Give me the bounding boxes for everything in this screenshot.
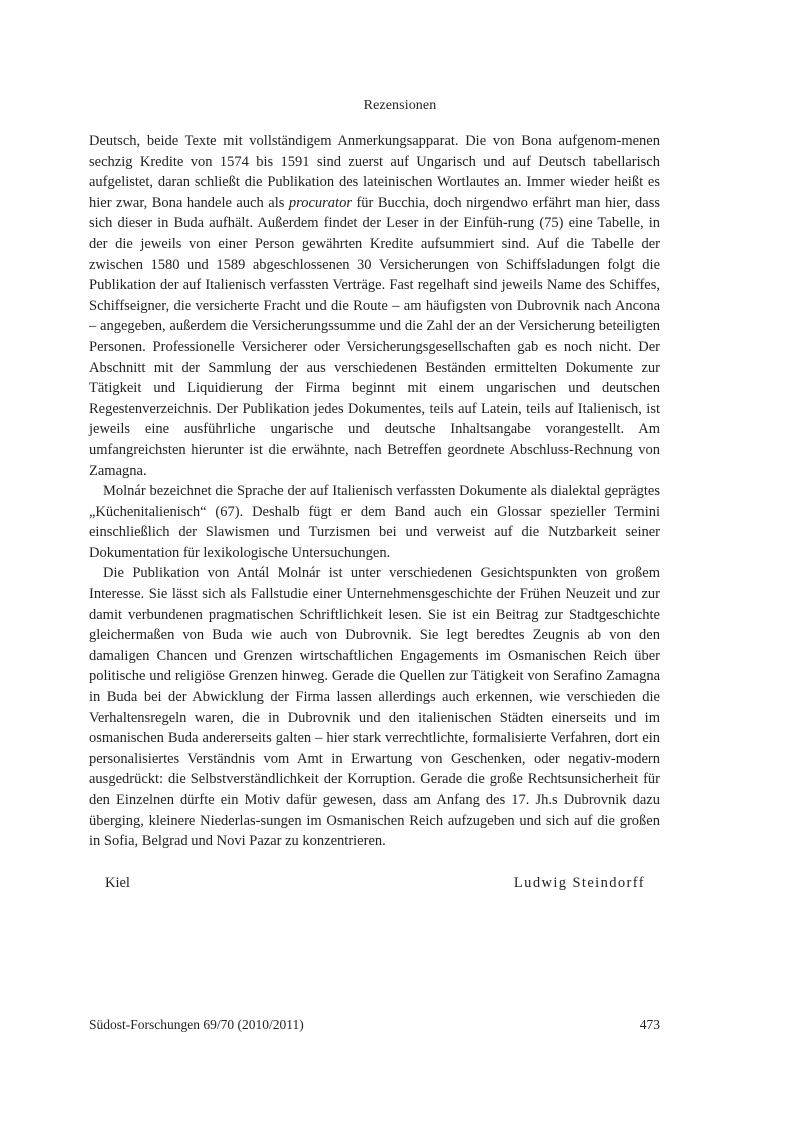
paragraph-1-text-end: für Bucchia, doch nirgendwo erfährt man hier, dass sich dieser in Buda aufhält. Außerdem findet der Leser in der Einfüh-rung (75) eine Tabelle, in der die jeweils von einer Person gewährten Kredite aufsummiert sind. Auf die Tabelle der zwischen 1580 und 1589 abgeschlossenen 30 Versicherungen von Schiffsladungen folgt die Publikation der auf Italienisch verfassten Verträge. Fast regelhaft sind jeweils Name des Schiffes, Schiffseigner, die versicherte Fracht und die Route – am häufigsten von Dubrovnik nach Ancona – angegeben, außerdem die Versicherungssumme und die Zahl der an der Versicherung beteiligten Personen. Professionelle Versicherer oder Versicherungsgesellschaften gab es noch nicht. Der Abschnitt mit der Sammlung der aus verschiedenen Beständen ermittelten Dokumente zur Tätigkeit und Liquidierung der Firma beginnt mit einem ungarischen und deutschen Regestenverzeichnis. Der Publikation jedes Dokumentes, teils auf Latein, teils auf Italienisch, ist jeweils eine ausführliche ungarische und deutsche Inhaltsangabe vorangestellt. Am umfangreichsten hierunter ist die erwähnte, nach Betreffen geordnete Abschluss-Rechnung von Zamagna. [89, 194, 660, 479]
review-body [89, 131, 660, 852]
paragraph-3: Die Publikation von Antál Molnár ist unter verschiedenen Gesichtspunkten von großem Interesse. Sie lässt sich als Fallstudie einer Unternehmensgeschichte der Frühen Neuzeit und zur damit verbundenen pragmatischen Schriftlichkeit lesen. Sie ist ein Beitrag zur Stadtgeschichte gleichermaßen von Buda wie auch von Dubrovnik. Sie legt beredtes Zeugnis ab von den damaligen Chancen und Grenzen wirtschaftlichen Engagements im Osmanischen Reich über politische und religiöse Grenzen hinweg. Gerade die Quellen zur Tätigkeit von Serafino Zamagna in Buda bei der Abwicklung der Firma lassen allerdings auch erkennen, wie verschieden die Verhaltensregeln waren, die in Dubrovnik und den italienischen Städten einerseits und im osmanischen Buda andererseits galten – hier stark verrechtlichte, formalisierte Verfahren, dort ein personalisiertes Verständnis vom Amt in Erwartung von Geschenken, oder negativ-modern ausgedrückt: die Selbstverständlichkeit der Korruption. Gerade die große Rechtsunsicherheit für den Einzelnen dürfte ein Motiv dafür gewesen, dass am Anfang des 17. Jh.s Dubrovnik dazu überging, kleinere Niederlas-sungen im Osmanischen Reich aufzugeben und sich auf die großen in Sofia, Belgrad und Novi Pazar zu konzentrieren. [89, 565, 660, 850]
signature [105, 875, 645, 892]
signature-place: Kiel [105, 875, 130, 891]
running-head: Rezensionen [363, 98, 437, 113]
paragraph-1-text-start: Deutsch, beide Texte mit vollständigem Anmerkungsapparat. Die von Bona aufgenom-menen sechzig Kredite von 1574 bis 1591 sind zuerst auf Ungarisch und auf Deutsch tabellarisch aufgelistet, daran schließt die Publikation des lateinischen Wortlautes an. Immer wieder heißt es hier zwar, Bona handele auch als [89, 133, 660, 211]
signature-author: Ludwig Steindorff [513, 875, 645, 891]
paragraph-1 [89, 131, 660, 481]
paragraph-2: Molnár bezeichnet die Sprache der auf Italienisch verfassten Dokumente als dialektal geprägtes „Küchenitalienisch“ (67). Deshalb fügt er dem Band auch ein Glossar spezieller Termini einschließlich der Slawismen und Turzismen bei und verweist auf die Nutzbarkeit seiner Dokumentation für lexikologische Untersuchungen. [89, 483, 660, 561]
footer-journal: Südost-Forschungen 69/70 (2010/2011) [89, 1017, 304, 1032]
page-number: 473 [639, 1017, 660, 1032]
page-footer [89, 1017, 660, 1033]
paragraph-1-emphasis: procurator [288, 194, 352, 211]
